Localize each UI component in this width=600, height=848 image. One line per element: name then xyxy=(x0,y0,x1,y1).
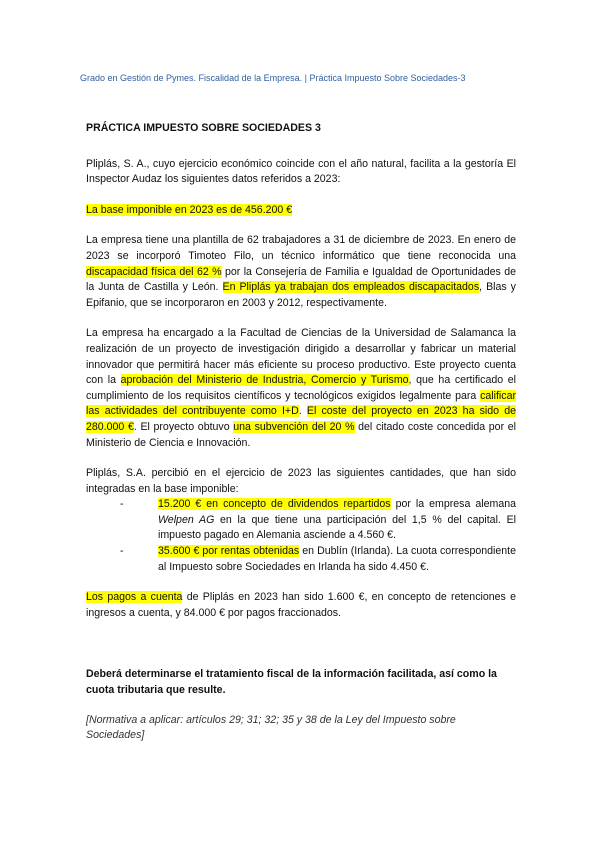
intro-paragraph: Pliplás, S. A., cuyo ejercicio económico coincide con el año natural, facilita a la gestoría El Inspector Audaz los siguientes datos referidos a 2023: xyxy=(86,157,516,186)
highlight-rentas: 35.600 € por rentas obtenidas xyxy=(158,545,300,558)
research-paragraph: La empresa ha encargado a la Facultad de Ciencias de la Universidad de Salamanca la realización de un proyecto de investigación dirigido a desarrollar y fabricar un material innovador que permitirá hacer más eficiente su proceso productivo. Este proyecto cuenta con la aprobación del Ministerio de Industria, Comercio y Turismo, que ha certificado el cumplimiento de los requisitos científicos y tecnológicos exigidos legalmente para calificar las actividades del contribuyente como I+D. El coste del proyecto en 2023 ha sido de 280.000 €. El proyecto obtuvo una subvención del 20 % del citado coste concedida por el Ministerio de Ciencia e Innovación. xyxy=(86,327,516,449)
list-dash: - xyxy=(120,545,124,558)
base-imponible-line xyxy=(86,203,516,219)
document-body xyxy=(86,121,516,744)
page-header: Grado en Gestión de Pymes. Fiscalidad de la Empresa. | Práctica Impuesto Sobre Sociedades-3 xyxy=(80,73,466,83)
company-name: Welpen AG xyxy=(158,513,215,526)
document-title: PRÁCTICA IMPUESTO SOBRE SOCIEDADES 3 xyxy=(86,122,321,134)
list-item-rentas: - 35.600 € por rentas obtenidas en Dublín (Irlanda). La cuota correspondiente al Impuesto sobre Sociedades en Irlanda ha sido 4.450 €. xyxy=(120,545,516,573)
list-dash: - xyxy=(120,498,124,511)
income-list xyxy=(120,497,516,575)
highlight-project-cost: El coste del proyecto en 2023 ha sido de 280.000 € xyxy=(86,405,516,433)
highlight-ministry-approval: aprobación del Ministerio de Industria, Comercio y Turismo xyxy=(120,374,409,387)
highlight-base-imponible: La base imponible en 2023 es de 456.200 € xyxy=(86,203,293,216)
employees-paragraph: La empresa tiene una plantilla de 62 trabajadores a 31 de diciembre de 2023. En enero de 2023 se incorporó Timoteo Filo, un técnico informático que tiene reconocida una discapacidad física del 62 % por la Consejería de Familia e Igualdad de Oportunidades de la Junta de Castilla y León. En Pliplás ya trabajan dos empleados discapacitados, Blas y Epifanio, que se incorporaron en 2003 y 2012, respectivamente. xyxy=(86,234,516,309)
highlight-disability: discapacidad física del 62 % xyxy=(86,265,222,278)
task-statement: Deberá determinarse el tratamiento fiscal de la información facilitada, así como la cuota tributaria que resulte. xyxy=(86,668,497,697)
income-intro: Pliplás, S.A. percibió en el ejercicio de 2023 las siguientes cantidades, que han sido integradas en la base imponible: xyxy=(86,467,516,495)
list-item-dividends: - 15.200 € en concepto de dividendos repartidos por la empresa alemana Welpen AG en la que tiene una participación del 1,5 % del capital. El impuesto pagado en Alemania asciende a 4.560 €. xyxy=(120,498,517,542)
normativa-note: [Normativa a aplicar: artículos 29; 31; 32; 35 y 38 de la Ley del Impuesto sobre Sociedades] xyxy=(86,713,456,742)
highlight-pagos-cuenta: Los pagos a cuenta xyxy=(86,591,183,604)
highlight-dividends: 15.200 € en concepto de dividendos repartidos xyxy=(158,498,391,511)
highlight-disabled-employees: En Pliplás ya trabajan dos empleados discapacitados xyxy=(222,281,480,294)
highlight-subsidy: una subvención del 20 % xyxy=(233,420,355,433)
highlight-rd-qualification: calificar las actividades del contribuyente como I+D xyxy=(86,389,516,418)
payments-paragraph: Los pagos a cuenta de Pliplás en 2023 han sido 1.600 €, en concepto de retenciones e ingresos a cuenta, y 84.000 € por pagos fraccionados. xyxy=(86,591,516,619)
